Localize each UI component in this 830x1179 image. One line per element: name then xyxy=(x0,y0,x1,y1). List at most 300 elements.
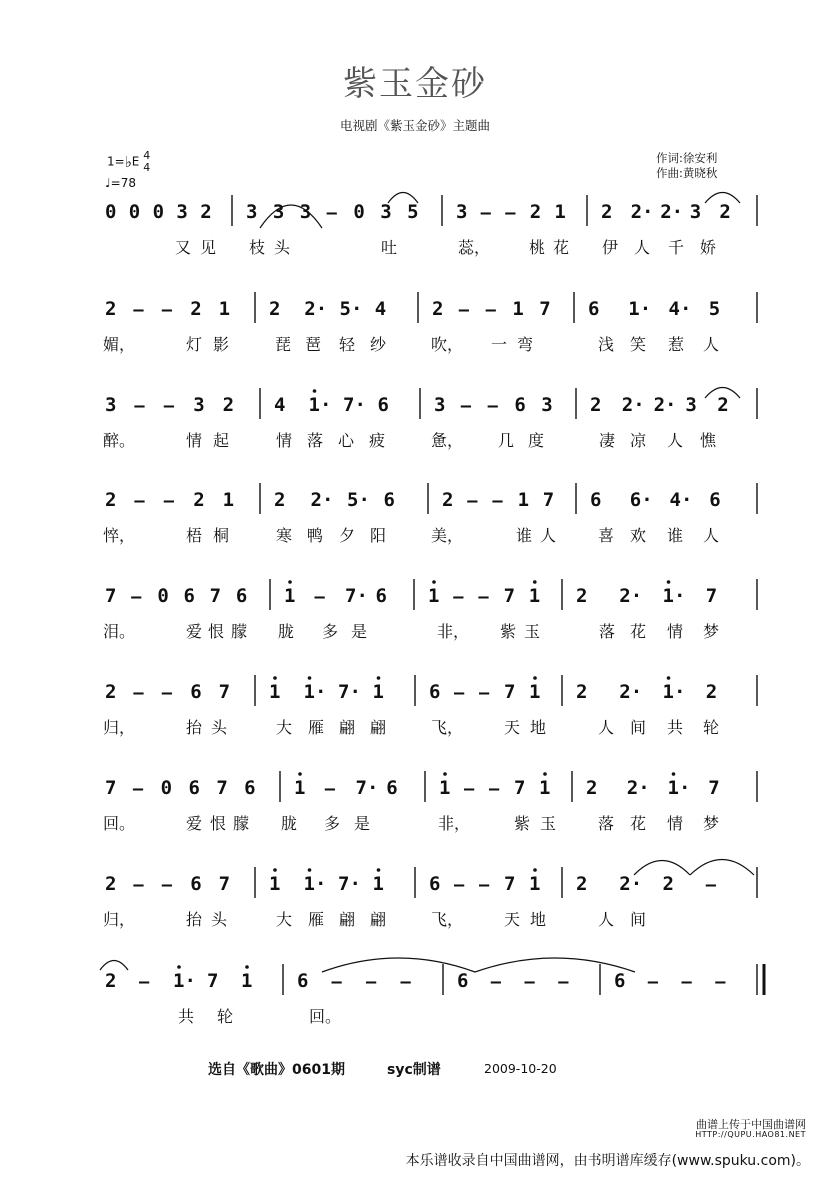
lyric: 紫 xyxy=(514,814,531,833)
tie-arc xyxy=(260,205,322,228)
note: 1· xyxy=(308,394,332,416)
note: 7 xyxy=(504,681,516,703)
note: 2 xyxy=(274,489,286,511)
note: 3 xyxy=(193,394,205,416)
note: 2· xyxy=(653,394,677,416)
dash-note: – xyxy=(131,587,142,607)
lyric: 回。 xyxy=(309,1007,342,1026)
dash-note: – xyxy=(487,396,498,416)
note: 2· xyxy=(619,585,643,607)
dash-note: – xyxy=(485,300,496,320)
lyric: 天 xyxy=(504,910,521,929)
lyric: 浅 xyxy=(598,335,615,354)
lyric: 落 xyxy=(599,622,616,641)
dash-note: – xyxy=(133,875,144,895)
lyric: 凉 xyxy=(630,431,647,450)
note: 3 xyxy=(541,394,553,416)
note: 7 xyxy=(542,489,555,511)
footer-note: 本乐谱收录自中国曲谱网，由书明谱库缓存(www.spuku.com)。 xyxy=(405,1153,810,1169)
lyric: 抬 xyxy=(186,910,203,929)
note: 2 xyxy=(222,394,235,416)
note: 1 xyxy=(284,585,296,607)
note: 1 xyxy=(428,585,440,607)
lyric: 朦 xyxy=(233,814,250,833)
note: 2· xyxy=(621,394,645,416)
note: 3 xyxy=(272,201,285,223)
lyric: 共 xyxy=(667,718,684,737)
note: 1· xyxy=(628,298,652,320)
note: 1 xyxy=(554,201,566,223)
note: 0 xyxy=(353,201,365,223)
dash-note: – xyxy=(134,396,145,416)
dash-note: – xyxy=(314,587,325,607)
dash-note: – xyxy=(705,875,716,895)
note: 1 xyxy=(539,777,551,799)
high-octave-dot xyxy=(543,772,547,776)
lyric: 蕊， xyxy=(458,238,491,257)
lyric: 纱 xyxy=(370,335,387,354)
lyric: 地 xyxy=(530,718,547,737)
note: 2· xyxy=(310,489,334,511)
note: 7 xyxy=(105,585,117,607)
lyric: 头 xyxy=(211,718,228,737)
lyric: 媚， xyxy=(103,335,136,354)
lyric: 惹 xyxy=(668,335,685,354)
dash-note: – xyxy=(163,491,175,511)
lyric: 飞， xyxy=(431,910,464,929)
note: 0 xyxy=(160,777,173,799)
note: 0 xyxy=(128,201,141,223)
note: 7· xyxy=(338,873,361,895)
note: 7 xyxy=(539,298,551,320)
note: 1 xyxy=(529,681,541,703)
upload-credit: 曲谱上传于中国曲谱网 xyxy=(696,1118,806,1131)
lyric: 大 xyxy=(276,910,293,929)
note: 1 xyxy=(372,681,384,703)
lyric: 间 xyxy=(630,718,647,737)
lyric: 悴， xyxy=(103,526,136,545)
lyric: 凄 xyxy=(599,431,616,450)
note: 1 xyxy=(294,777,306,799)
lyric: 疲 xyxy=(369,431,386,450)
note: 3 xyxy=(105,394,117,416)
note: 1 xyxy=(218,298,231,320)
note: 7 xyxy=(207,970,219,992)
lyric: 泪。 xyxy=(103,622,136,641)
lyric: 玉 xyxy=(524,622,541,641)
note: 6 xyxy=(429,681,441,703)
note: 1 xyxy=(269,873,281,895)
lyric: 雁 xyxy=(308,910,325,929)
note: 7· xyxy=(345,585,368,607)
dash-note: – xyxy=(647,972,658,992)
lyric: 阳 xyxy=(370,526,387,545)
note: 0 xyxy=(152,201,165,223)
note: 2 xyxy=(717,394,729,416)
dash-note: – xyxy=(524,972,535,992)
tie-arc xyxy=(690,860,754,876)
dash-note: – xyxy=(331,972,342,992)
note: 2 xyxy=(442,489,454,511)
note: 2 xyxy=(105,681,117,703)
dash-note: – xyxy=(681,972,692,992)
composer: 作曲:黄晓秋 xyxy=(656,166,718,180)
lyric: 梦 xyxy=(703,622,720,641)
high-octave-dot xyxy=(245,965,249,969)
lyric: 花 xyxy=(630,814,647,833)
lyric: 几 xyxy=(498,431,515,450)
note: 1 xyxy=(439,777,451,799)
dash-note: – xyxy=(366,972,377,992)
dash-note: – xyxy=(134,491,145,511)
note: 2· xyxy=(304,298,328,320)
note: 1· xyxy=(662,681,686,703)
lyric: 多 xyxy=(322,622,339,641)
lyric: 笑 xyxy=(630,335,647,354)
lyric: 桃 xyxy=(529,238,546,257)
note: 1 xyxy=(241,970,253,992)
flat-icon: ♭ xyxy=(124,152,132,171)
lyric: 朦 xyxy=(231,622,248,641)
note: 1 xyxy=(372,873,384,895)
note: 2 xyxy=(719,201,731,223)
note: 2 xyxy=(193,489,205,511)
lyric: 寒 xyxy=(276,526,293,545)
lyric: 心 xyxy=(338,431,355,450)
note: 6 xyxy=(183,585,195,607)
lyric: 飞， xyxy=(431,718,464,737)
lyric: 醉。 xyxy=(103,431,136,450)
high-octave-dot xyxy=(672,772,676,776)
dash-note: – xyxy=(715,972,726,992)
lyric: 吐 xyxy=(381,238,398,257)
lyric: 惫， xyxy=(431,431,464,450)
dash-note: – xyxy=(480,203,491,223)
lyric: 喜 xyxy=(598,526,615,545)
note: 1 xyxy=(512,298,524,320)
high-octave-dot xyxy=(308,676,312,680)
note: 6 xyxy=(709,489,721,511)
lyric: 一 xyxy=(491,335,508,354)
note: 4· xyxy=(669,489,693,511)
note: 2 xyxy=(190,298,202,320)
high-octave-dot xyxy=(443,772,447,776)
lyric: 吹， xyxy=(431,335,464,354)
note: 6 xyxy=(297,970,309,992)
quarter-note-icon: ♩ xyxy=(105,176,111,190)
lyric: 憔 xyxy=(700,431,717,450)
note: 2· xyxy=(619,873,643,895)
note: 7 xyxy=(708,777,720,799)
note: 5· xyxy=(339,298,363,320)
lyric: 轮 xyxy=(703,718,720,737)
note: 5 xyxy=(407,201,419,223)
dash-note: – xyxy=(139,972,150,992)
lyric: 共 xyxy=(178,1007,195,1026)
note: 2 xyxy=(576,873,588,895)
dash-note: – xyxy=(490,972,501,992)
high-octave-dot xyxy=(377,676,381,680)
lyric: 胧 xyxy=(281,814,298,833)
dash-note: – xyxy=(479,683,490,703)
lyric: 梦 xyxy=(703,814,720,833)
high-octave-dot xyxy=(308,868,312,872)
note: 2 xyxy=(105,489,117,511)
high-octave-dot xyxy=(533,868,537,872)
lyric: 紫 xyxy=(500,622,517,641)
lyric: 头 xyxy=(211,910,228,929)
note: 1· xyxy=(667,777,691,799)
lyric: 人 xyxy=(667,431,684,450)
dash-note: – xyxy=(132,779,144,799)
lyric: 人 xyxy=(598,910,615,929)
lyric: 翩 xyxy=(339,910,356,929)
lyric: 是 xyxy=(351,622,368,641)
lyric: 翩 xyxy=(370,718,387,737)
lyric: 非， xyxy=(437,622,470,641)
note: 6 xyxy=(590,489,602,511)
high-octave-dot xyxy=(288,580,292,584)
lyric: 灯 xyxy=(186,335,203,354)
lyric: 伊 xyxy=(602,238,619,257)
lyric: 谁 xyxy=(667,526,684,545)
high-octave-dot xyxy=(533,580,537,584)
lyric: 谁 xyxy=(516,526,533,545)
note: 7 xyxy=(504,873,516,895)
note: 7 xyxy=(514,777,526,799)
note: 7 xyxy=(705,585,718,607)
high-octave-dot xyxy=(313,389,317,393)
high-octave-dot xyxy=(377,868,381,872)
high-octave-dot xyxy=(667,580,671,584)
key-prefix: 1= xyxy=(107,154,125,169)
high-octave-dot xyxy=(667,676,671,680)
note: 1 xyxy=(528,585,541,607)
lyric: 枝 xyxy=(249,238,266,257)
dash-note: – xyxy=(454,875,465,895)
lyric: 雁 xyxy=(308,718,325,737)
dash-note: – xyxy=(478,587,489,607)
time-unit: 4 xyxy=(143,161,151,174)
high-octave-dot xyxy=(298,772,302,776)
high-octave-dot xyxy=(533,676,537,680)
subtitle: 电视剧《紫玉金砂》主题曲 xyxy=(339,118,490,133)
lyric: 归， xyxy=(103,718,136,737)
note: 2 xyxy=(432,298,444,320)
lyric: 夕 xyxy=(339,526,356,545)
note: 3 xyxy=(685,394,697,416)
note: 2 xyxy=(200,201,212,223)
note: 6 xyxy=(244,777,256,799)
dash-note: – xyxy=(454,683,465,703)
note: 7· xyxy=(355,777,379,799)
note: 7 xyxy=(218,873,231,895)
dash-note: – xyxy=(133,683,144,703)
lyric: 见 xyxy=(200,238,217,257)
note: 7 xyxy=(218,681,231,703)
note: 7· xyxy=(343,394,366,416)
note: 6 xyxy=(514,394,526,416)
lyric: 弯 xyxy=(517,335,534,354)
lyric: 美， xyxy=(431,526,464,545)
lyric: 间 xyxy=(630,910,647,929)
note: 3 xyxy=(456,201,468,223)
note: 2· xyxy=(660,201,684,223)
note: 3 xyxy=(434,394,446,416)
lyric: 鸭 xyxy=(307,526,324,545)
lyric: 是 xyxy=(354,814,371,833)
dash-note: – xyxy=(133,300,144,320)
dash-note: – xyxy=(400,972,411,992)
note: 1· xyxy=(303,681,327,703)
note: 2 xyxy=(529,201,542,223)
lyric: 又 xyxy=(175,238,192,257)
note: 2 xyxy=(576,585,588,607)
lyric: 胧 xyxy=(278,622,295,641)
note: 3 xyxy=(246,201,258,223)
time-beats: 4 xyxy=(143,149,151,162)
dash-note: – xyxy=(460,396,472,416)
dash-note: – xyxy=(163,396,175,416)
note: 2 xyxy=(105,873,117,895)
lyric: 翩 xyxy=(370,910,387,929)
note: 0 xyxy=(157,585,169,607)
lyric: 爱 xyxy=(186,814,203,833)
tempo-value: =78 xyxy=(110,176,136,190)
lyric: 抬 xyxy=(186,718,203,737)
lyric: 大 xyxy=(276,718,293,737)
lyric: 玉 xyxy=(540,814,557,833)
lyric: 非， xyxy=(438,814,471,833)
note: 2 xyxy=(590,394,602,416)
lyric: 人 xyxy=(703,335,720,354)
note: 2 xyxy=(662,873,674,895)
upload-url: HTTP://QUPU.HAO81.NET xyxy=(695,1130,806,1139)
lyric: 桐 xyxy=(213,526,230,545)
lyric: 回。 xyxy=(103,814,136,833)
lyric: 轮 xyxy=(217,1007,234,1026)
lyric: 情 xyxy=(276,431,293,450)
note: 2 xyxy=(601,201,613,223)
note: 7 xyxy=(209,585,222,607)
note: 6 xyxy=(375,585,387,607)
note: 1 xyxy=(517,489,530,511)
note: 4 xyxy=(374,298,387,320)
lyric: 情 xyxy=(186,431,203,450)
lyric: 地 xyxy=(530,910,547,929)
lyric: 人 xyxy=(540,526,557,545)
lyric: 花 xyxy=(553,238,570,257)
note: 2 xyxy=(576,681,588,703)
tie-arc xyxy=(322,958,475,972)
note: 2 xyxy=(269,298,281,320)
note: 6 xyxy=(429,873,441,895)
note: 6 xyxy=(190,681,202,703)
note: 7 xyxy=(216,777,228,799)
lyric: 情 xyxy=(667,814,684,833)
dash-note: – xyxy=(558,972,569,992)
dash-note: – xyxy=(492,491,503,511)
note: 0 xyxy=(105,201,117,223)
note: 2 xyxy=(105,298,117,320)
dash-note: – xyxy=(161,875,173,895)
note: 1 xyxy=(222,489,235,511)
dash-note: – xyxy=(505,203,516,223)
lyric: 千 xyxy=(668,238,685,257)
note: 1 xyxy=(269,681,281,703)
lyric: 归， xyxy=(103,910,136,929)
footer-date: 2009-10-20 xyxy=(484,1061,557,1076)
dash-note: – xyxy=(326,203,337,223)
lyric: 恨 xyxy=(208,622,225,641)
footer-maker: syc制谱 xyxy=(387,1062,441,1078)
lyric: 天 xyxy=(504,718,521,737)
dash-note: – xyxy=(453,587,464,607)
lyric: 头 xyxy=(274,238,291,257)
lyric: 人 xyxy=(598,718,615,737)
note: 2· xyxy=(619,681,643,703)
lyric: 翩 xyxy=(339,718,356,737)
note: 3 xyxy=(380,201,392,223)
note: 2 xyxy=(105,970,117,992)
dash-note: – xyxy=(161,300,173,320)
dash-note: – xyxy=(161,683,173,703)
note: 1 xyxy=(529,873,541,895)
high-octave-dot xyxy=(273,868,277,872)
lyric: 度 xyxy=(528,431,545,450)
high-octave-dot xyxy=(273,676,277,680)
note: 7· xyxy=(338,681,361,703)
footer-source: 选自《歌曲》0601期 xyxy=(208,1062,345,1078)
lyric: 恨 xyxy=(210,814,227,833)
dash-note: – xyxy=(324,779,335,799)
note: 4· xyxy=(668,298,692,320)
lyric: 花 xyxy=(630,622,647,641)
lyric: 娇 xyxy=(700,238,717,257)
note: 1· xyxy=(662,585,686,607)
note: 6 xyxy=(235,585,248,607)
lyricist: 作词:徐安利 xyxy=(656,151,718,165)
tie-arc xyxy=(475,958,635,972)
lyric: 琶 xyxy=(305,335,322,354)
lyric: 落 xyxy=(307,431,324,450)
lyric: 梧 xyxy=(186,526,203,545)
note: 6 xyxy=(377,394,389,416)
dash-note: – xyxy=(489,779,500,799)
lyric: 轻 xyxy=(339,335,356,354)
note: 6 xyxy=(188,777,200,799)
lyric: 人 xyxy=(634,238,651,257)
dash-note: – xyxy=(467,491,478,511)
key-letter: E xyxy=(131,154,140,169)
lyric: 多 xyxy=(324,814,341,833)
lyric: 情 xyxy=(667,622,684,641)
high-octave-dot xyxy=(177,965,181,969)
lyric: 起 xyxy=(213,431,230,450)
note: 6 xyxy=(190,873,202,895)
lyric: 欢 xyxy=(630,526,647,545)
note: 6 xyxy=(614,970,626,992)
note: 2· xyxy=(630,201,654,223)
note: 1· xyxy=(173,970,196,992)
note: 2 xyxy=(586,777,598,799)
note: 5· xyxy=(347,489,370,511)
note: 1· xyxy=(303,873,327,895)
note: 6 xyxy=(383,489,395,511)
lyric: 人 xyxy=(703,526,720,545)
dash-note: – xyxy=(458,300,470,320)
lyric: 影 xyxy=(213,335,230,354)
